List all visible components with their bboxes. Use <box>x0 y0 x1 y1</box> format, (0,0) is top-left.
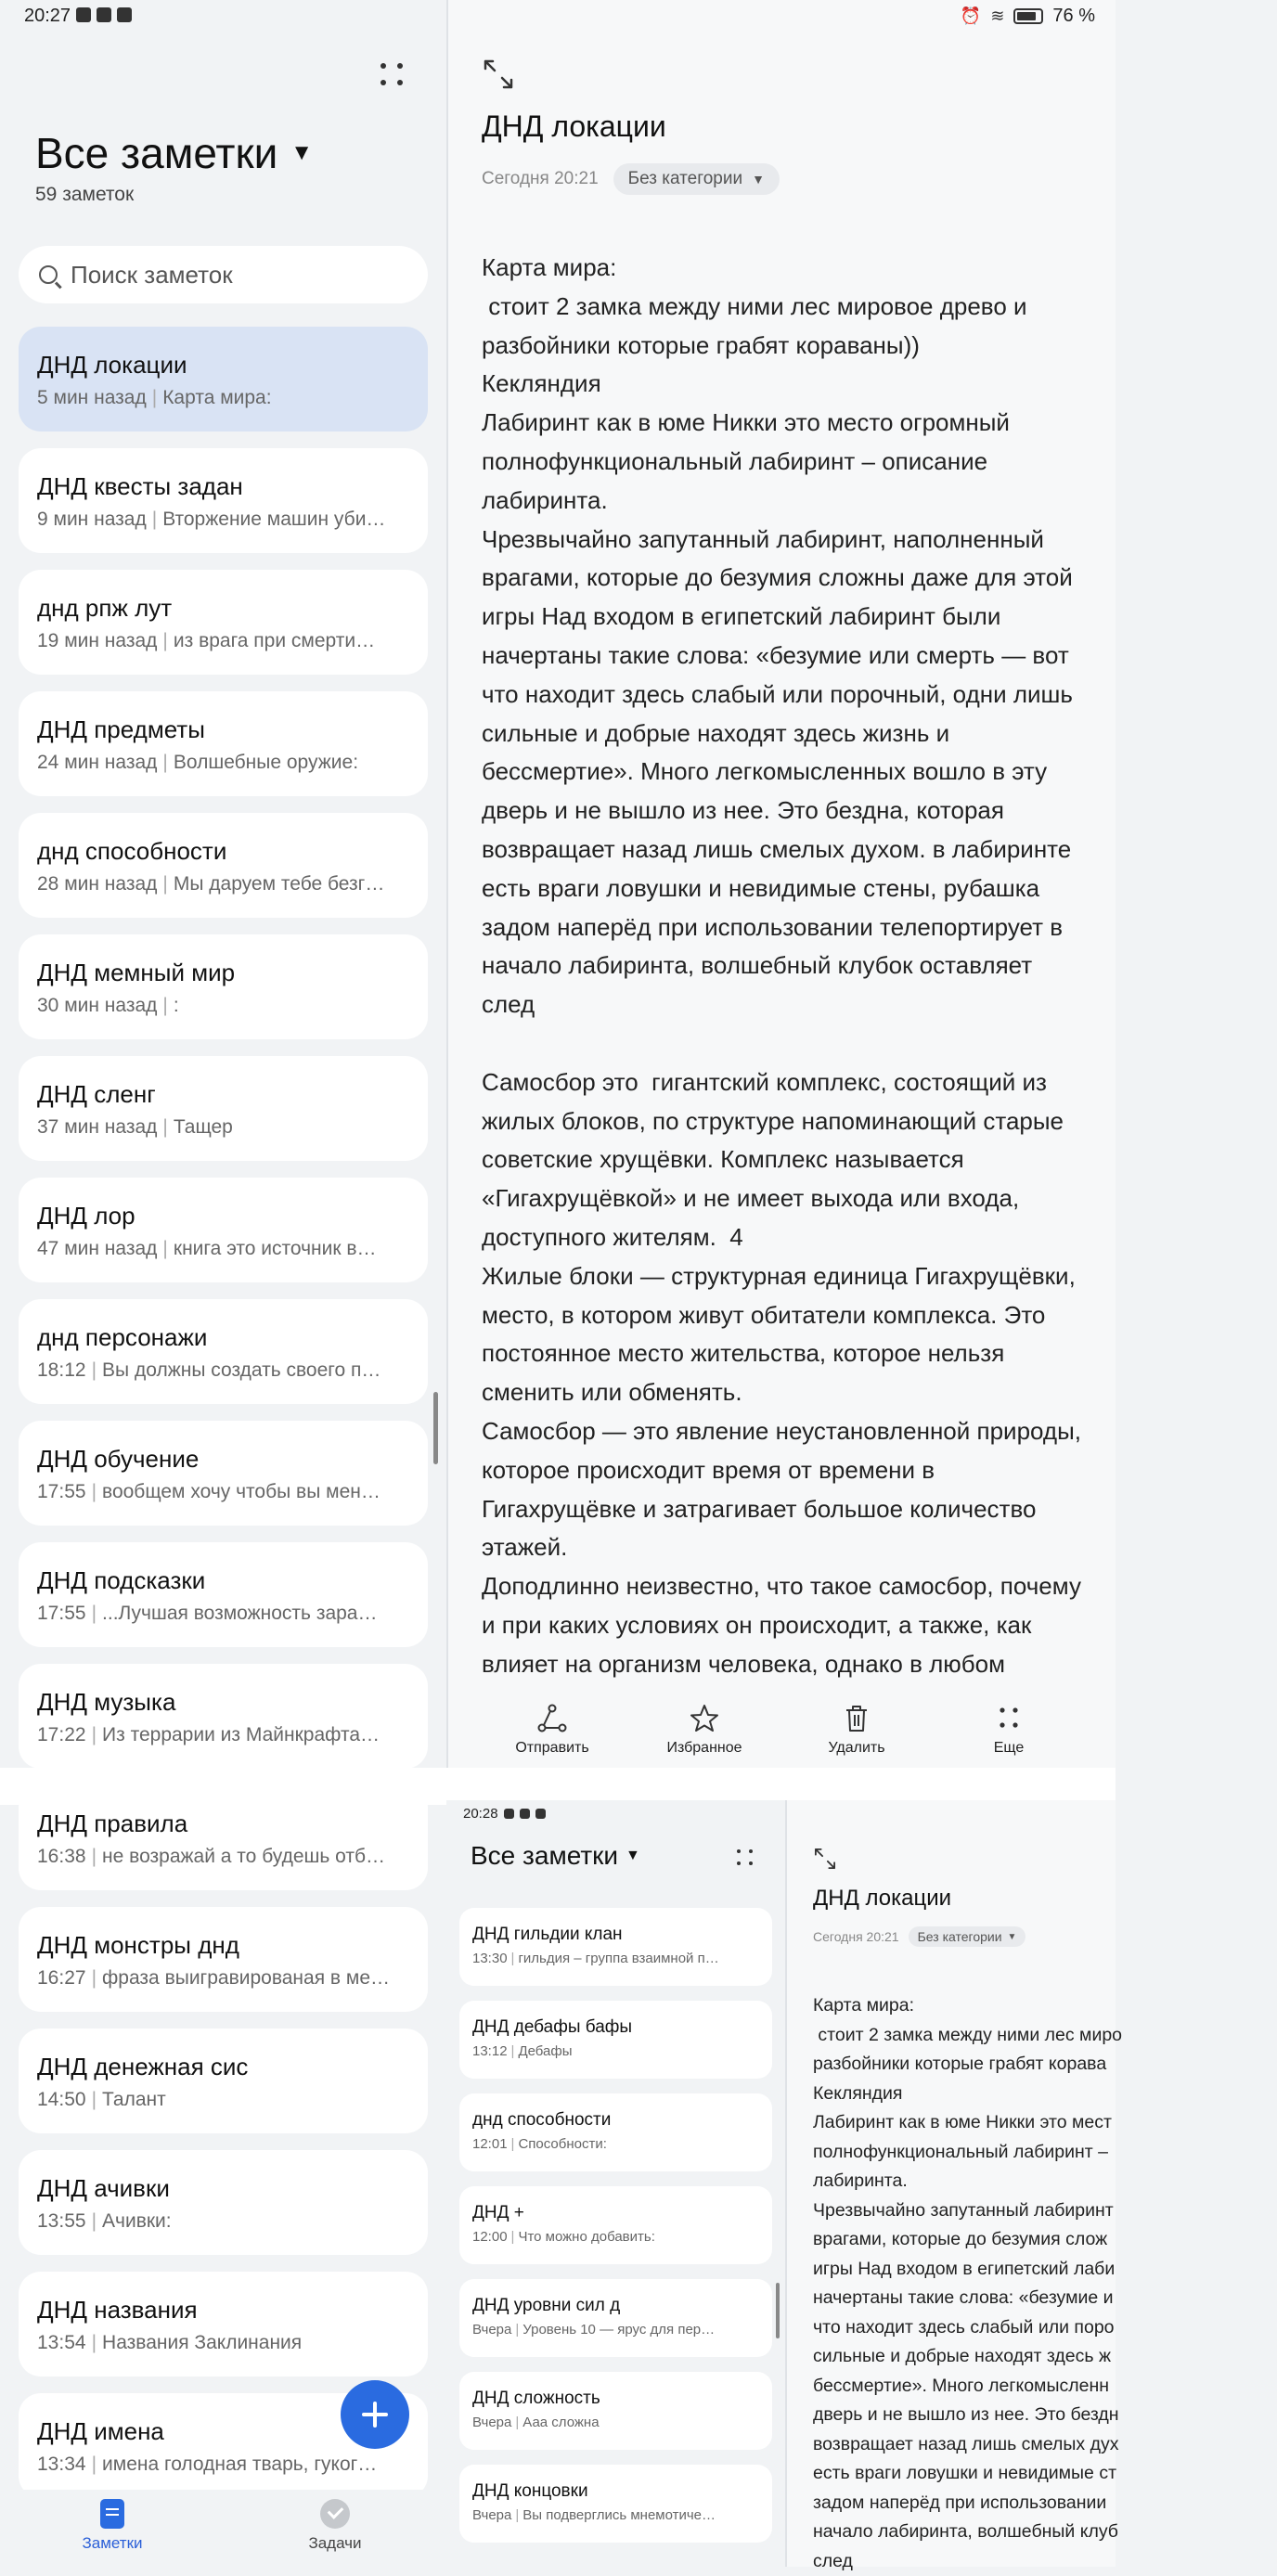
note-card-preview: Дебафы <box>518 2043 573 2059</box>
note-card[interactable] <box>459 2186 772 2264</box>
notes-folder-selector[interactable] <box>35 128 313 178</box>
mini-grid-view-button[interactable] <box>734 1847 756 1869</box>
note-card[interactable] <box>19 448 428 553</box>
trash-icon <box>841 1703 872 1734</box>
second-screenshot <box>446 1800 1123 2571</box>
note-card-title: ДНД гильдии клан <box>472 1925 623 1944</box>
mini-category-label: Без категории <box>917 1929 1002 1944</box>
caret-down-icon: ▼ <box>752 172 765 187</box>
note-card-preview: имена голодная тварь, гуког… <box>102 2454 378 2475</box>
note-card-time: 19 мин назад <box>37 630 158 651</box>
note-card[interactable] <box>19 1421 428 1526</box>
battery-icon <box>1013 8 1043 24</box>
note-card-subtitle <box>37 2332 409 2354</box>
note-card-title: днд персонажи <box>37 1323 208 1351</box>
category-label: Без категории <box>627 169 743 188</box>
notification-icon <box>504 1809 514 1819</box>
note-card-preview: не возражай а то будешь отб… <box>102 1846 385 1867</box>
separator: | <box>162 873 168 895</box>
note-card-preview: Названия Заклинания <box>102 2332 303 2353</box>
note-card-subtitle <box>472 2043 759 2059</box>
separator: | <box>162 1238 168 1259</box>
mini-page-title: Все заметки <box>471 1841 619 1870</box>
note-card-title: ДНД лор <box>37 1202 135 1230</box>
note-card-subtitle <box>37 2089 409 2111</box>
note-card-title: ДНД уровни сил д <box>472 2296 621 2315</box>
mini-folder-selector[interactable] <box>471 1841 640 1871</box>
note-card-preview: Вторжение машин уби… <box>162 509 386 530</box>
note-card-subtitle <box>37 1846 409 1868</box>
grid-view-button[interactable] <box>375 58 408 91</box>
note-card-subtitle <box>37 509 409 531</box>
note-card-preview: Талант <box>102 2089 166 2110</box>
note-body[interactable]: Карта мира: стоит 2 замка между ними лес мировое древо и разбойники которые грабят кораваны)) Кекляндия Лабиринт как в юме Никки это место огромный полнофункциональный лабиринт – описание лабиринта. Чрезвычайно запутанный лабиринт, наполненный врагами, которые до безумия сложны даже для этой игры Над входом в египетский лабиринт были начертаны такие слова: «безумие или смерть — вот что находит здесь слабый или порочный, одни лишь сильные и добрые находят здесь жизнь и бессмертие». Много легкомысленных вошло в эту дверь и не вышло из нее. Это бездна, которая возвращает назад лишь смелых духом. в лабиринте есть враги ловушки и невидимые стены, рубашка задом наперёд при использовании телепортирует в начало лабиринта, волшебный клубок оставляет след Самосбор это гигантский комплекс, состоящий из жилых блоков, по структуре напоминающий старые советские хрущёвки. Комплекс называется «Гигахрущёвкой» и не имеет выхода или входа, доступного жителям. 4 Жилые блоки — структурная единица Гигахрущёвки, место, в котором живут обитатели комплекса. Это постоянное место жительства, которое нельзя сменить или обменять. Самосбор — это явление неустановленной природы, которое происходит время от времени в Гигахрущёвке и затрагивает большое количество этажей. Доподлинно неизвестно, что такое самосбор, почему и при каких условиях он происходит, а также, как влияет на организм человека, однако в любом <box>482 253 1082 1678</box>
share-label: Отправить <box>515 1740 589 1756</box>
separator: | <box>91 2089 97 2110</box>
mini-note-date: Сегодня 20:21 <box>813 1929 899 1944</box>
separator: | <box>162 752 168 773</box>
note-card-subtitle <box>37 2454 409 2476</box>
note-card-subtitle <box>472 2136 759 2152</box>
note-card-subtitle <box>472 2415 759 2430</box>
note-card-preview: Что можно добавить: <box>518 2229 655 2245</box>
expand-icon[interactable] <box>813 1847 837 1871</box>
note-card-preview: вообщем хочу чтобы вы мен… <box>102 1481 381 1502</box>
search-input[interactable] <box>71 261 405 290</box>
note-card-preview: Вы должны создать своего п… <box>102 1359 381 1381</box>
note-card-preview: Из террарии из Майнкрафта… <box>102 1724 381 1745</box>
note-card[interactable] <box>459 2372 772 2450</box>
share-button[interactable] <box>497 1703 608 1757</box>
mini-note-title[interactable]: ДНД локации <box>813 1886 952 1911</box>
note-card-time: 16:27 <box>37 1967 86 1989</box>
notification-icon <box>76 7 91 22</box>
delete-label: Удалить <box>828 1740 885 1756</box>
note-card[interactable] <box>19 2272 428 2376</box>
separator: | <box>510 2229 515 2245</box>
note-card-preview: гильдия – группа взаимной п… <box>518 1951 719 1966</box>
note-card-subtitle <box>37 1603 409 1625</box>
note-card-title: ДНД квесты задан <box>37 472 243 500</box>
note-card-title: ДНД обучение <box>37 1445 200 1473</box>
note-card-title: ДНД локации <box>37 351 187 379</box>
notification-icon <box>117 7 132 22</box>
note-card-title: ДНД музыка <box>37 1688 176 1716</box>
note-card-subtitle <box>37 1967 409 1990</box>
star-icon <box>689 1703 720 1734</box>
note-card-subtitle <box>472 2507 759 2523</box>
expand-icon[interactable] <box>482 58 515 91</box>
note-card-time: Вчера <box>472 2415 512 2430</box>
note-card[interactable] <box>19 1542 428 1647</box>
note-card-subtitle <box>37 1359 409 1382</box>
note-card-time: 18:12 <box>37 1359 86 1381</box>
status-time: 20:27 <box>24 6 71 26</box>
note-card-time: 13:12 <box>472 2043 508 2059</box>
search-icon <box>39 265 58 284</box>
status-system-icons <box>961 6 1095 27</box>
note-card-subtitle <box>37 2210 409 2233</box>
note-card-preview: Ааа сложна <box>522 2415 600 2430</box>
note-card-preview: фраза выигравированая в ме… <box>102 1967 391 1989</box>
note-card-preview: Способности: <box>518 2136 607 2152</box>
note-card-time: 12:00 <box>472 2229 508 2245</box>
note-card-subtitle <box>37 995 409 1017</box>
separator: | <box>91 1967 97 1989</box>
favorite-button[interactable] <box>649 1703 760 1757</box>
note-card-title: ДНД мемный мир <box>37 959 236 986</box>
notes-icon <box>100 2499 124 2529</box>
note-card[interactable] <box>19 691 428 796</box>
note-card-time: 13:34 <box>37 2454 86 2475</box>
page-title: Все заметки <box>35 129 278 177</box>
note-card-preview: из врага при смерти… <box>173 630 376 651</box>
note-card-time: 13:55 <box>37 2210 86 2232</box>
note-card-subtitle <box>37 873 409 895</box>
separator: | <box>515 2415 520 2430</box>
note-card[interactable] <box>459 2001 772 2079</box>
separator: | <box>91 1846 97 1867</box>
status-notification-icons <box>76 7 132 22</box>
separator: | <box>162 1116 168 1138</box>
search-bar[interactable] <box>19 246 428 303</box>
note-card-title: ДНД сленг <box>37 1080 156 1108</box>
note-card-subtitle <box>37 1481 409 1503</box>
caret-down-icon: ▼ <box>626 1848 640 1863</box>
note-card-title: ДНД имена <box>37 2417 164 2445</box>
note-list <box>19 327 428 2515</box>
note-card[interactable] <box>19 934 428 1039</box>
nav-tab-tasks[interactable] <box>261 2499 409 2553</box>
separator: | <box>510 1951 515 1966</box>
mini-category-selector[interactable] <box>909 1926 1026 1947</box>
note-card[interactable] <box>19 1907 428 2012</box>
note-date: Сегодня 20:21 <box>482 169 599 188</box>
note-card[interactable] <box>19 2150 428 2255</box>
note-card-time: 14:50 <box>37 2089 86 2110</box>
note-card[interactable] <box>19 1178 428 1282</box>
note-card[interactable] <box>19 813 428 918</box>
separator: | <box>91 2332 97 2353</box>
note-card-title: ДНД названия <box>37 2296 198 2324</box>
note-card[interactable] <box>19 327 428 431</box>
note-card[interactable] <box>19 1664 428 1769</box>
separator: | <box>151 509 158 530</box>
note-card-time: 5 мин назад <box>37 387 147 408</box>
mini-note-meta <box>813 1926 1025 1947</box>
note-card[interactable] <box>19 570 428 675</box>
nav-tab-notes-label: Заметки <box>82 2534 143 2552</box>
note-card-preview: Карта мира: <box>162 387 272 408</box>
note-card-title: ДНД сложность <box>472 2389 600 2408</box>
mini-note-body[interactable]: Карта мира: стоит 2 замка между ними лес миро разбойники которые грабят корава Кекляндия Лабиринт как в юме Никки это мест полнофункциональный лабиринт – лабиринта. Чрезвычайно запутанный лабиринт врагами, которые до безумия слож игры Над входом в египетский лаби начертаны такие слова: «безумие и что находит здесь слабый или поро сильные и добрые находят здесь ж бессмертие». Много легкомысленн дверь и не вышло из нее. Это бездн возвращает назад лишь смелых дух есть враги ловушки и невидимые ст задом наперёд при использовании начало лабиринта, волшебный клуб след <box>813 1995 1123 2571</box>
note-card-time: 47 мин назад <box>37 1238 158 1259</box>
bottom-navigation <box>0 2490 446 2567</box>
note-card-title: ДНД денежная сис <box>37 2053 249 2080</box>
mini-scrollbar[interactable] <box>776 2283 780 2338</box>
note-card-time: 30 мин назад <box>37 995 158 1016</box>
add-note-button[interactable] <box>340 2379 410 2454</box>
note-card[interactable] <box>19 2029 428 2133</box>
note-card-time: 37 мин назад <box>37 1116 158 1138</box>
note-card-preview: Мы даруем тебе безг… <box>173 873 385 895</box>
note-card-preview: Волшебные оружие: <box>173 752 359 773</box>
notification-icon <box>97 7 111 22</box>
note-title[interactable]: ДНД локации <box>482 109 666 143</box>
note-card-time: 12:01 <box>472 2136 508 2152</box>
note-card-subtitle <box>37 1238 409 1260</box>
note-card[interactable] <box>459 2093 772 2171</box>
note-card-time: Вчера <box>472 2507 512 2523</box>
separator: | <box>510 2136 515 2152</box>
status-bar-right <box>448 0 1116 35</box>
caret-down-icon: ▼ <box>290 140 314 165</box>
note-card[interactable] <box>19 1299 428 1404</box>
note-card-preview: книга это источник в… <box>173 1238 377 1259</box>
mini-note-detail-pane <box>787 1800 1123 2571</box>
note-card-preview: Уровень 10 — ярус для пер… <box>522 2322 716 2338</box>
note-card[interactable] <box>459 2465 772 2543</box>
screenshot-gap <box>0 1768 1116 1805</box>
mini-status-bar <box>463 1806 546 1822</box>
note-card-subtitle <box>37 1724 409 1746</box>
scrollbar[interactable] <box>433 1392 438 1464</box>
note-card-preview: Ачивки: <box>102 2210 172 2232</box>
note-card-title: ДНД монстры днд <box>37 1931 239 1959</box>
mini-notes-list-pane <box>446 1800 785 2567</box>
separator: | <box>91 2210 97 2232</box>
caret-down-icon: ▼ <box>1007 1931 1017 1942</box>
note-card-subtitle <box>472 1951 759 1966</box>
note-card-time: Вчера <box>472 2322 512 2338</box>
more-button[interactable] <box>953 1703 1064 1757</box>
note-card-time: 17:22 <box>37 1724 86 1745</box>
note-card-subtitle <box>37 752 409 774</box>
note-card-time: 28 мин назад <box>37 873 158 895</box>
note-detail-pane <box>448 0 1116 1768</box>
note-card-title: ДНД концовки <box>472 2481 588 2501</box>
battery-level: 76 % <box>1052 6 1095 26</box>
separator: | <box>91 1359 97 1381</box>
note-card-title: ДНД предметы <box>37 715 205 743</box>
note-card-preview: Вы подверглись мнемотиче… <box>522 2507 716 2523</box>
favorite-label: Избранное <box>666 1740 742 1756</box>
mini-note-list <box>459 1908 772 2557</box>
note-card-title: ДНД + <box>472 2203 524 2222</box>
note-card-time: 16:38 <box>37 1846 86 1867</box>
tasks-icon <box>320 2499 350 2529</box>
note-card-time: 13:54 <box>37 2332 86 2353</box>
nav-tab-notes[interactable] <box>38 2499 187 2553</box>
wifi-icon: ≋ <box>990 6 1005 25</box>
note-card[interactable] <box>19 1056 428 1161</box>
separator: | <box>91 1481 97 1502</box>
separator: | <box>91 1724 97 1745</box>
more-label: Еще <box>993 1740 1025 1756</box>
separator: | <box>515 2507 520 2523</box>
note-card-time: 17:55 <box>37 1481 86 1502</box>
delete-button[interactable] <box>801 1703 912 1757</box>
separator: | <box>91 2454 97 2475</box>
note-card[interactable] <box>459 1908 772 1986</box>
note-card-title: ДНД подсказки <box>37 1566 206 1594</box>
note-card-title: днд рпж лут <box>37 594 173 622</box>
note-card-subtitle <box>37 1116 409 1139</box>
note-card[interactable] <box>459 2279 772 2357</box>
mini-status-time: 20:28 <box>463 1806 498 1822</box>
notification-icon <box>535 1809 546 1819</box>
nav-tab-tasks-label: Задачи <box>308 2534 362 2552</box>
notes-count: 59 заметок <box>35 184 135 205</box>
notification-icon <box>520 1809 530 1819</box>
note-card-preview: : <box>173 995 179 1016</box>
separator: | <box>515 2322 520 2338</box>
separator: | <box>151 387 158 408</box>
note-card-title: днд способности <box>37 837 227 865</box>
note-card-preview: ...Лучшая возможность зара… <box>102 1603 378 1624</box>
note-card-time: 13:30 <box>472 1951 508 1966</box>
note-card-title: ДНД ачивки <box>37 2174 170 2202</box>
separator: | <box>162 630 168 651</box>
note-toolbar <box>448 1694 1116 1768</box>
note-card-title: ДНД дебафы бафы <box>472 2017 633 2037</box>
note-card-preview: Тащер <box>173 1116 233 1138</box>
note-card-subtitle <box>472 2322 759 2338</box>
more-icon <box>993 1703 1025 1734</box>
separator: | <box>510 2043 515 2059</box>
note-card-subtitle <box>37 387 409 409</box>
notes-list-pane <box>0 0 446 2552</box>
category-selector[interactable] <box>613 163 780 195</box>
separator: | <box>91 1603 97 1624</box>
note-card-time: 17:55 <box>37 1603 86 1624</box>
note-card-subtitle <box>472 2229 759 2245</box>
note-card-title: днд способности <box>472 2110 612 2130</box>
alarm-icon: ⏰ <box>960 6 982 25</box>
note-card-title: ДНД правила <box>37 1810 188 1837</box>
share-icon <box>536 1703 568 1734</box>
note-meta <box>482 163 780 195</box>
note-card-time: 9 мин назад <box>37 509 147 530</box>
note-card-subtitle <box>37 630 409 652</box>
separator: | <box>162 995 168 1016</box>
note-card-time: 24 мин назад <box>37 752 158 773</box>
